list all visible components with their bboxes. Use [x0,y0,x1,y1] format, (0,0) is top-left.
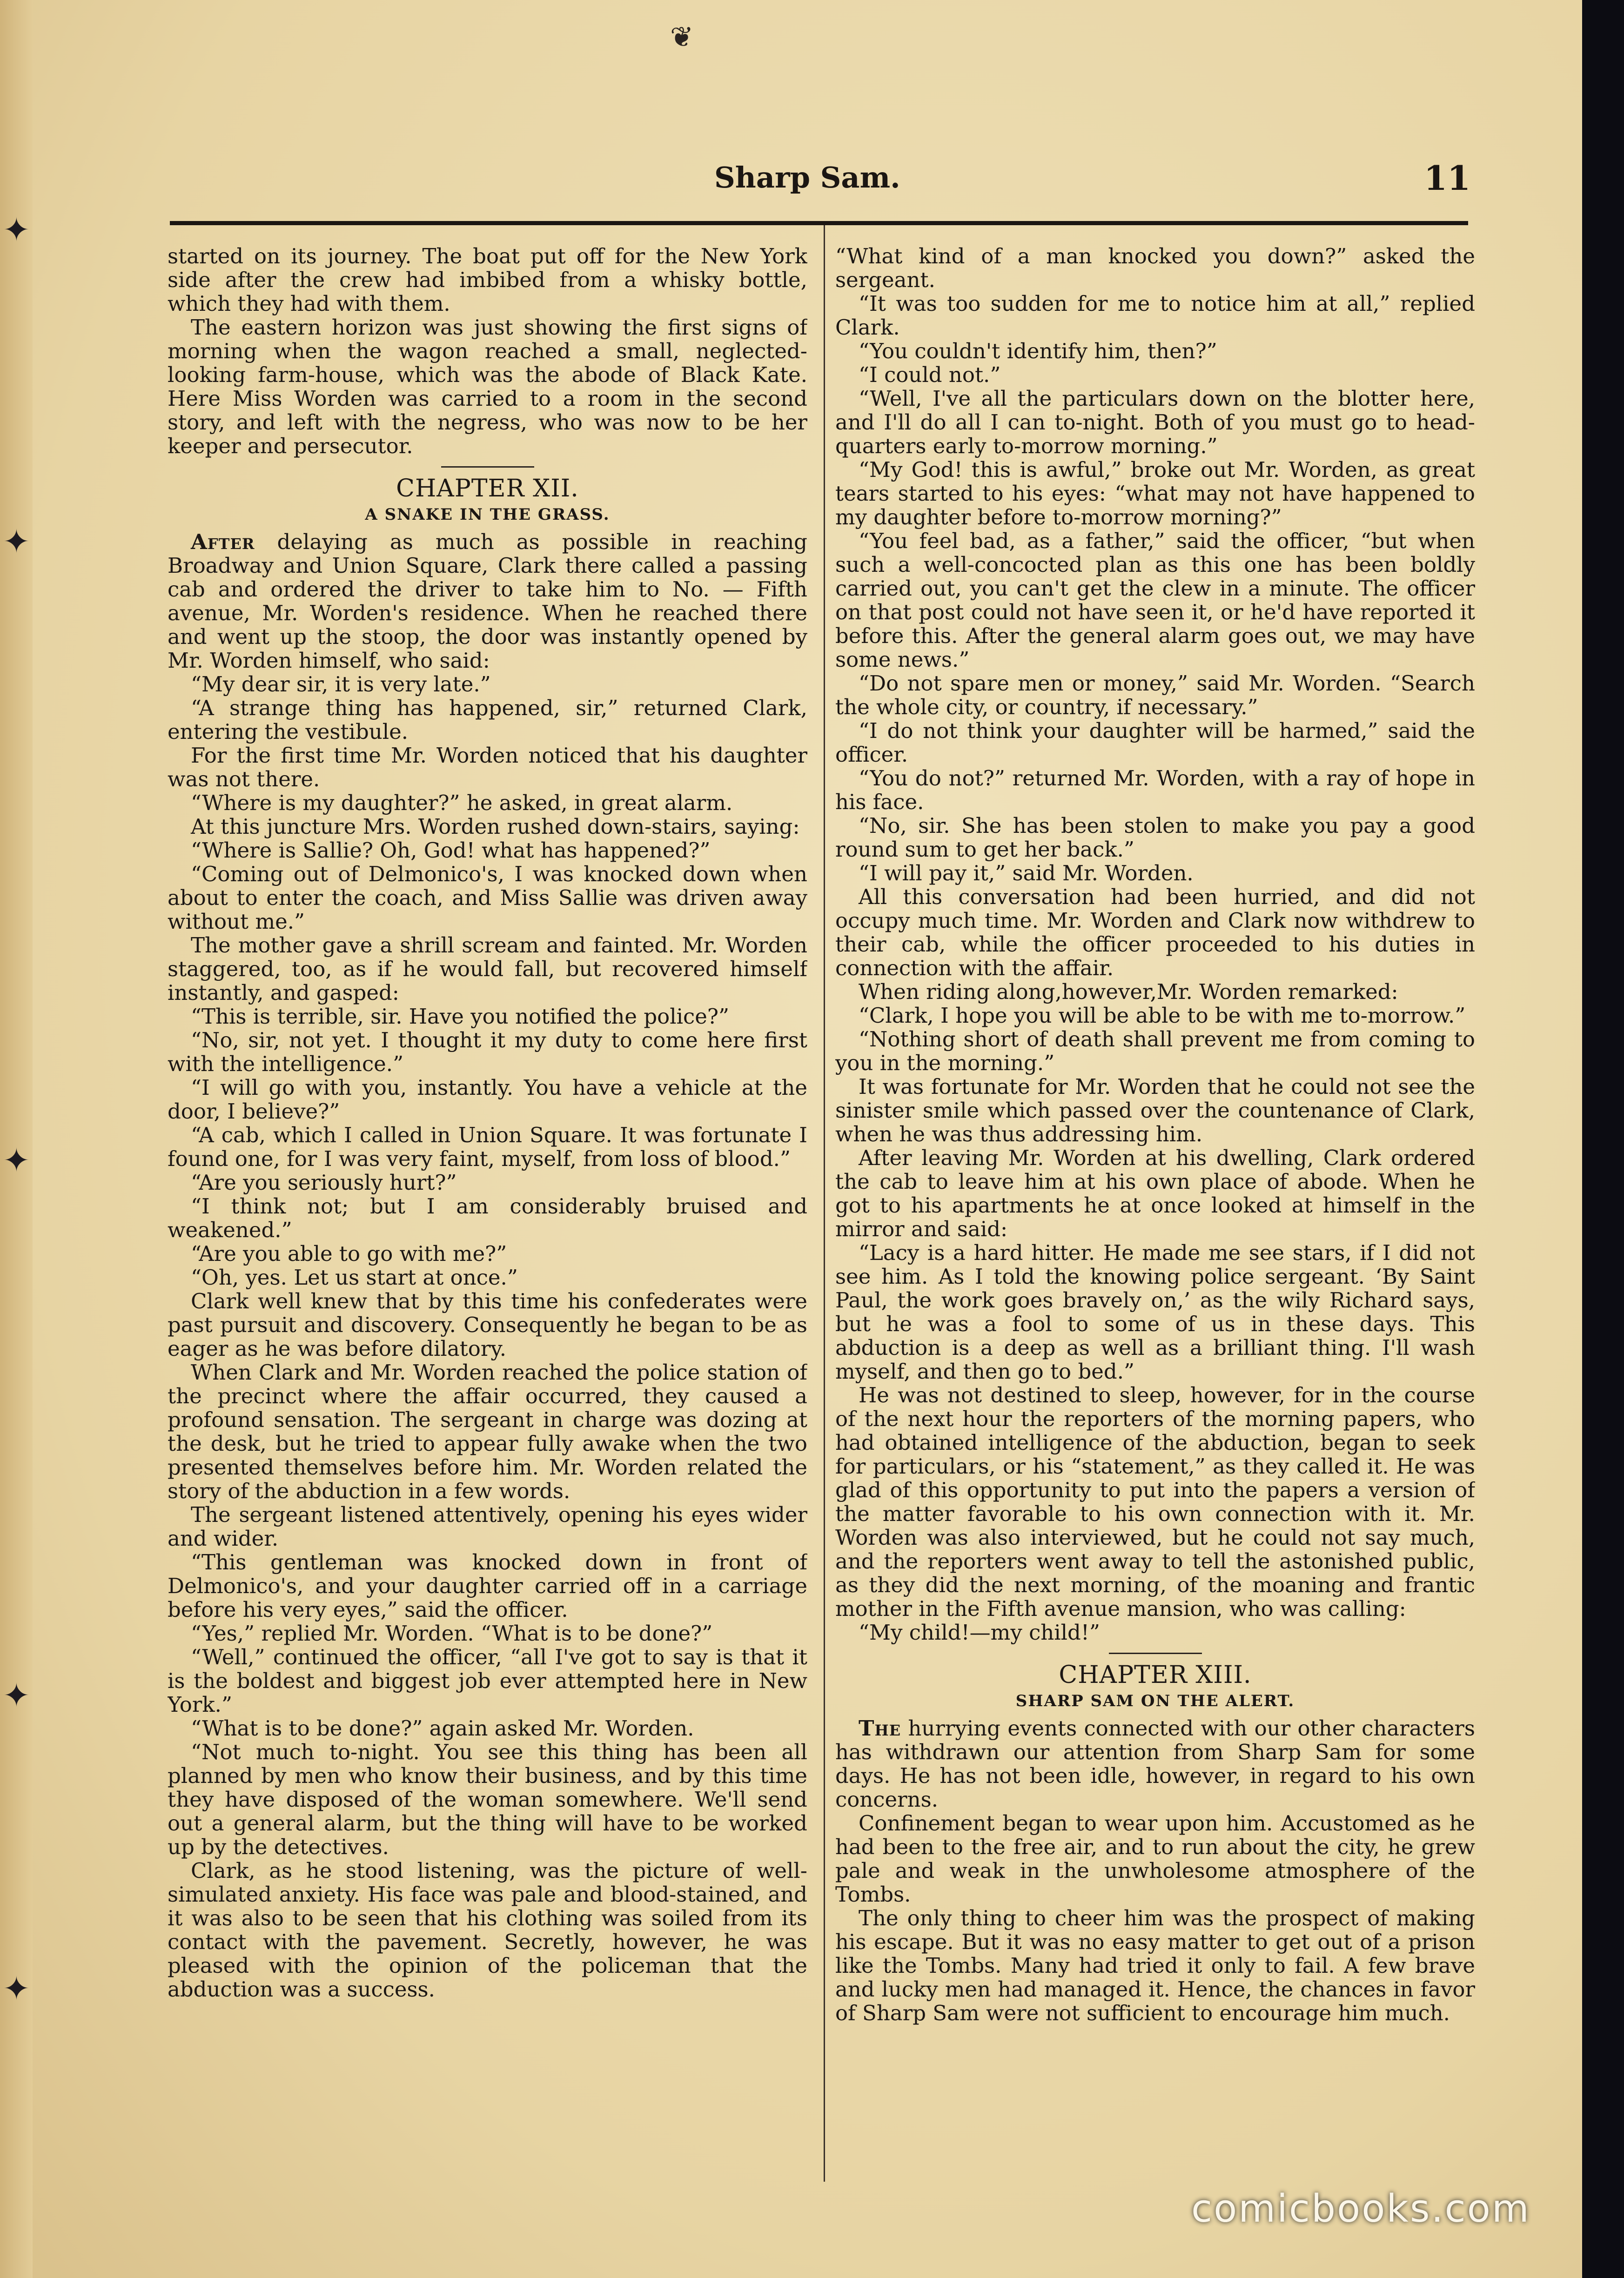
paragraph: “I do not think your daughter will be harmed,” said the officer. [835,718,1475,767]
paragraph: started on its journey. The boat put off for the New York side after the crew had imbibed from a whisky bottle, which they had with them. [168,244,807,316]
paragraph: “No, sir, not yet. I thought it my duty to come here first with the intelligence.” [168,1028,807,1076]
binding-stitch-icon: ✦ [3,1141,30,1179]
paragraph: When Clark and Mr. Worden reached the police station of the precinct where the affair occurred, they caused a profound sensation. The sergeant in charge was dozing at the desk, but he tried to appear fully awake when the two presented themselves before him. Mr. Worden related the story of the abduction in a few words. [168,1360,807,1503]
paragraph: He was not destined to sleep, however, for in the course of the next hour the reporters of the morning papers, who had obtained intelligence of the abduction, began to seek for particulars, or his “statement,” as they called it. He was glad of this opportunity to put into the papers a version of the matter favorable to his own connection with it. Mr. Worden was also interviewed, but he could not say much, and the reporters went away to tell the astonished public, as they did the next morning, of the moaning and frantic mother in the Fifth avenue mansion, who was calling: [835,1383,1475,1621]
paragraph: “Nothing short of death shall prevent me from coming to you in the morning.” [835,1027,1475,1075]
paragraph: When riding along,however,Mr. Worden remarked: [859,979,1398,1004]
paragraph: After leaving Mr. Worden at his dwelling, Clark ordered the cab to leave him at his own place of abode. When he got to his apartments he at once looked at himself in the mirror and said: [835,1146,1475,1241]
binding-stitch-icon: ✦ [3,211,30,249]
chapter-title: CHAPTER XIII. [1059,1661,1252,1689]
paragraph: “Well,” continued the officer, “all I've got to say is that it is the boldest and biggest job ever attempted here in New York.” [168,1645,807,1717]
lead-word: The [859,1716,901,1741]
binding-stitch-icon: ✦ [3,1970,30,2008]
paragraph: Clark well knew that by this time his confederates were past pursuit and discovery. Consequently he began to be as eager as he was before dilatory. [168,1289,807,1361]
right-paragraphs [835,244,1475,1644]
right-column [835,244,1475,2175]
paragraph: The sergeant listened attentively, opening his eyes wider and wider. [168,1502,807,1551]
page-number: 11 [1424,158,1471,198]
paragraph: “You couldn't identify him, then?” [859,339,1217,363]
paragraph: “Lacy is a hard hitter. He made me see stars, if I did not see him. As I told the knowing police sergeant. ‘By Saint Paul, the work goes bravely on,’ as the wily Richard says, but he was a fool to some of us in these days. This abduction is a deep as well as a brilliant thing. I'll wash myself, and then go to bed.” [835,1240,1475,1384]
paragraph: “My God! this is awful,” broke out Mr. Worden, as great tears started to his eyes: “what may not have happened to my daughter before to-morrow morning?” [835,457,1475,529]
paragraph: Confinement began to wear upon him. Accustomed as he had been to the free air, and to run about the city, he grew pale and weak in the unwholesome atmosphere of the Tombs. [835,1811,1475,1907]
paragraph: At this juncture Mrs. Worden rushed down-stairs, saying: [191,814,800,839]
paragraph: “What is to be done?” again asked Mr. Worden. [191,1716,694,1741]
running-title: Sharp Sam. [714,161,900,194]
paragraph: “I will pay it,” said Mr. Worden. [859,861,1194,885]
column-divider [824,225,825,2182]
paragraph: “Do not spare men or money,” said Mr. Worden. “Search the whole city, or country, if necessary.” [835,671,1475,719]
paragraph: “My child!—my child!” [859,1620,1100,1645]
lead-word: After [191,529,255,554]
chapter-opening-paragraph [168,530,807,672]
chapter-subtitle: A SNAKE IN THE GRASS. [365,505,610,524]
paragraph: “A cab, which I called in Union Square. It was fortunate I found one, for I was very faint, myself, from loss of blood.” [168,1123,807,1171]
paragraph: For the first time Mr. Worden noticed that his daughter was not there. [168,743,807,791]
header-rule [170,221,1468,225]
paragraph: “Coming out of Delmonico's, I was knocked down when about to enter the coach, and Miss Sallie was driven away without me.” [168,862,807,934]
paragraph: “I could not.” [859,362,1001,387]
binding-gutter [0,0,33,2278]
paragraph: “Are you seriously hurt?” [191,1170,457,1195]
lead-text: hurrying events connected with our other characters has withdrawn our attention from Sharp Sam for some days. He has not been idle, however, in regard to his own concerns. [835,1716,1475,1812]
header-ornament: ❦ [670,21,694,54]
binding-stitch-icon: ✦ [3,1676,30,1715]
paragraph: The mother gave a shrill scream and fainted. Mr. Worden staggered, too, as if he would fall, but recovered himself instantly, and gasped: [168,933,807,1005]
paragraph: Clark, as he stood listening, was the picture of well-simulated anxiety. His face was pale and blood-stained, and it was also to be seen that his clothing was soiled from its contact with the pavement. Secretly, however, he was pleased with the opinion of the policeman that the abduction was a success. [168,1858,807,2002]
paragraph: The only thing to cheer him was the prospect of making his escape. But it was no easy matter to get out of a prison like the Tombs. Many had tried it only to fail. A few brave and lucky men had managed it. Hence, the chances in favor of Sharp Sam were not sufficient to encourage him much. [835,1906,1475,2025]
paragraph: “You feel bad, as a father,” said the officer, “but when such a well-concocted plan as this one has been boldly carried out, you can't get the clew in a minute. The officer on that post could not have seen it, or he'd have reported it before this. After the general alarm goes out, we may have some news.” [835,529,1475,672]
paragraph: “It was too sudden for me to notice him at all,” replied Clark. [835,291,1475,340]
chapter-opening-paragraph [835,1716,1475,1811]
paragraph: “I will go with you, instantly. You have a vehicle at the door, I believe?” [168,1075,807,1124]
watermark[interactable]: comicbooks.com [1191,2187,1530,2231]
paragraph: “Where is Sallie? Oh, God! what has happened?” [191,838,711,863]
paragraph: “Clark, I hope you will be able to be with me to-morrow.” [859,1003,1466,1028]
chapter-title: CHAPTER XII. [396,475,579,502]
paragraph: “Are you able to go with me?” [191,1241,507,1266]
section-rule [1109,1653,1202,1654]
paragraph: “You do not?” returned Mr. Worden, with a ray of hope in his face. [835,766,1475,814]
lead-text: delaying as much as possible in reaching Broadway and Union Square, Clark there called a passing cab and ordered the driver to take him to No. — Fifth avenue, Mr. Worden's residence. When he reached there and went up the stoop, the door was instantly opened by Mr. Worden himself, who said: [168,529,807,673]
paragraph: “No, sir. She has been stolen to make you pay a good round sum to get her back.” [835,813,1475,862]
paragraph: “Where is my daughter?” he asked, in great alarm. [191,791,733,815]
paragraph: “This gentleman was knocked down in front of Delmonico's, and your daughter carried off in a carriage before his very eyes,” said the officer. [168,1550,807,1622]
paragraph: “Well, I've all the particulars down on the blotter here, and I'll do all I can to-night. Both of you must go to head-quarters early to-morrow morning.” [835,386,1475,458]
paragraph: It was fortunate for Mr. Worden that he could not see the sinister smile which passed over the countenance of Clark, when he was thus addressing him. [835,1074,1475,1146]
paragraph: The eastern horizon was just showing the first signs of morning when the wagon reached a small, neglected-looking farm-house, which was the abode of Black Kate. Here Miss Worden was carried to a room in the second story, and left with the negress, who was now to be her keeper and persecutor. [168,315,807,458]
paragraph: “What kind of a man knocked you down?” asked the sergeant. [835,244,1475,292]
left-column [168,244,807,2175]
paragraph: “Oh, yes. Let us start at once.” [191,1265,518,1290]
paragraph: “Not much to-night. You see this thing has been all planned by men who know their business, and by this time they have disposed of the woman somewhere. We'll send out a general alarm, but the thing will have to be worked up by the detectives. [168,1740,807,1859]
chapter-subtitle: SHARP SAM ON THE ALERT. [1015,1692,1295,1710]
left-paragraphs [168,672,807,2001]
paragraph: “This is terrible, sir. Have you notified the police?” [191,1004,729,1029]
paragraph: “I think not; but I am considerably bruised and weakened.” [168,1194,807,1242]
paragraph: “Yes,” replied Mr. Worden. “What is to be done?” [191,1621,713,1646]
paragraph: “My dear sir, it is very late.” [191,672,491,697]
paragraph: All this conversation had been hurried, and did not occupy much time. Mr. Worden and Clark now withdrew to their cab, while the officer proceeded to his duties in connection with the affair. [835,884,1475,980]
page-edge-background [1582,0,1624,2278]
right-closing-paragraphs [835,1811,1475,2025]
section-rule [441,466,534,468]
binding-stitch-icon: ✦ [3,523,30,561]
paragraph: “A strange thing has happened, sir,” returned Clark, entering the vestibule. [168,696,807,744]
